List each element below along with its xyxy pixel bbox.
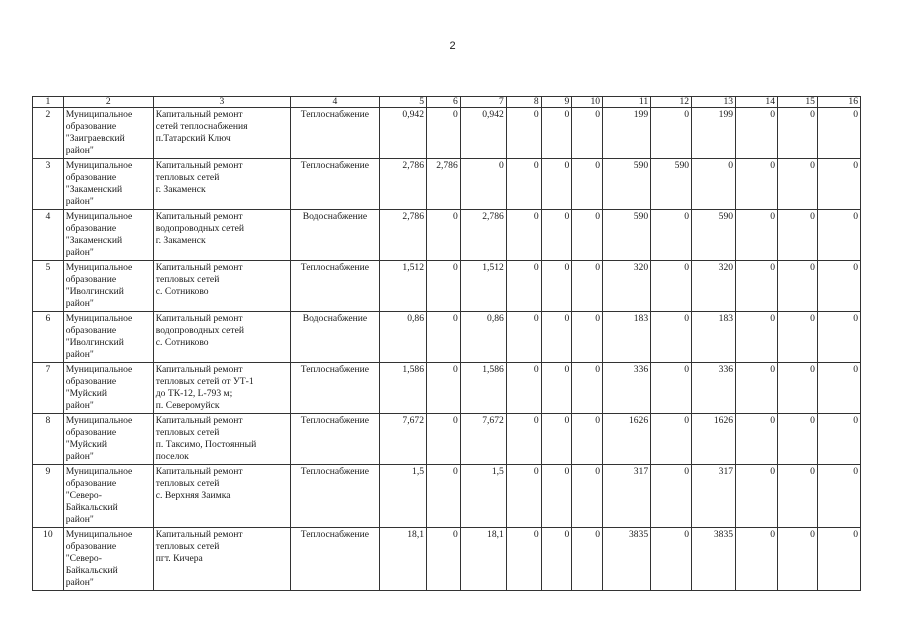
- work-description-line: водопроводных сетей: [155, 325, 245, 336]
- table-row: [33, 210, 861, 261]
- value-cell: 0: [817, 159, 860, 210]
- value-cell: 0: [541, 261, 572, 312]
- value-cell: 0: [651, 210, 692, 261]
- header-cell: 6: [427, 97, 461, 108]
- work-description-line: до ТК-12, L-793 м;: [155, 388, 233, 399]
- service-type-cell: Теплоснабжение: [290, 108, 379, 159]
- table-row: [33, 261, 861, 312]
- header-cell: 1: [33, 97, 64, 108]
- header-cell: 3: [153, 97, 290, 108]
- value-cell: 183: [603, 312, 651, 363]
- value-cell: 1,512: [379, 261, 426, 312]
- value-cell: 2,786: [460, 210, 506, 261]
- value-cell: 0: [778, 363, 818, 414]
- municipality-line: Муниципальное: [65, 529, 133, 540]
- work-description-line: поселок: [155, 451, 189, 462]
- work-description-cell: [153, 261, 290, 312]
- header-cell: 15: [778, 97, 818, 108]
- header-cell: 9: [541, 97, 572, 108]
- header-cell: 7: [460, 97, 506, 108]
- value-cell: 317: [603, 465, 651, 528]
- municipality-line: Муниципальное: [65, 160, 133, 171]
- work-description-cell: [153, 108, 290, 159]
- work-description-line: тепловых сетей от УТ-1: [155, 376, 254, 387]
- work-description-line: Капитальный ремонт: [155, 109, 243, 120]
- value-cell: 0: [778, 159, 818, 210]
- row-number-cell: 5: [33, 261, 64, 312]
- table-row: [33, 528, 861, 591]
- value-cell: 3835: [603, 528, 651, 591]
- municipality-line: район": [65, 247, 94, 258]
- value-cell: 0: [817, 312, 860, 363]
- municipality-line: Муниципальное: [65, 109, 133, 120]
- value-cell: 18,1: [379, 528, 426, 591]
- value-cell: 2,786: [427, 159, 461, 210]
- value-cell: 3835: [692, 528, 736, 591]
- value-cell: 0: [778, 108, 818, 159]
- value-cell: 0: [427, 312, 461, 363]
- value-cell: 0,86: [379, 312, 426, 363]
- municipality-line: район": [65, 400, 94, 411]
- value-cell: 183: [692, 312, 736, 363]
- value-cell: 590: [603, 159, 651, 210]
- value-cell: 0: [572, 363, 603, 414]
- row-number-cell: 6: [33, 312, 64, 363]
- value-cell: 0: [541, 465, 572, 528]
- value-cell: 0: [692, 159, 736, 210]
- header-cell: 12: [651, 97, 692, 108]
- municipality-cell: [63, 159, 153, 210]
- value-cell: 0: [506, 528, 541, 591]
- value-cell: 0: [651, 261, 692, 312]
- service-type-cell: Теплоснабжение: [290, 159, 379, 210]
- value-cell: 0: [778, 528, 818, 591]
- work-description-line: пгт. Кичера: [155, 553, 203, 564]
- municipality-line: Байкальский: [65, 502, 118, 513]
- work-description-cell: [153, 465, 290, 528]
- municipality-line: "Муйский: [65, 388, 108, 399]
- municipality-line: "Закаменский: [65, 235, 123, 246]
- value-cell: 1,586: [379, 363, 426, 414]
- municipality-line: "Муйский: [65, 439, 108, 450]
- value-cell: 1,512: [460, 261, 506, 312]
- value-cell: 0: [817, 528, 860, 591]
- municipality-line: "Заиграевский: [65, 133, 125, 144]
- value-cell: 1,5: [460, 465, 506, 528]
- value-cell: 0: [506, 312, 541, 363]
- municipality-line: район": [65, 145, 94, 156]
- municipality-line: Муниципальное: [65, 313, 133, 324]
- value-cell: 0: [541, 528, 572, 591]
- row-number-cell: 4: [33, 210, 64, 261]
- table-row: [33, 108, 861, 159]
- table-row: [33, 159, 861, 210]
- value-cell: 0: [778, 210, 818, 261]
- municipality-line: "Закаменский: [65, 184, 123, 195]
- value-cell: 0: [427, 414, 461, 465]
- work-description-line: Капитальный ремонт: [155, 529, 243, 540]
- table-row: [33, 363, 861, 414]
- value-cell: 0: [541, 312, 572, 363]
- value-cell: 0: [572, 312, 603, 363]
- value-cell: 0: [460, 159, 506, 210]
- value-cell: 0: [817, 210, 860, 261]
- municipality-line: Байкальский: [65, 565, 118, 576]
- value-cell: 0: [506, 210, 541, 261]
- header-cell: 5: [379, 97, 426, 108]
- value-cell: 0: [541, 210, 572, 261]
- value-cell: 1,586: [460, 363, 506, 414]
- value-cell: 0: [736, 414, 778, 465]
- municipality-line: образование: [65, 541, 117, 552]
- municipality-line: образование: [65, 478, 117, 489]
- work-description-line: тепловых сетей: [155, 172, 220, 183]
- value-cell: 0: [651, 108, 692, 159]
- service-type-cell: Теплоснабжение: [290, 363, 379, 414]
- value-cell: 0: [572, 261, 603, 312]
- value-cell: 0: [506, 108, 541, 159]
- municipality-line: "Иволгинский: [65, 337, 124, 348]
- work-description-cell: [153, 159, 290, 210]
- value-cell: 199: [692, 108, 736, 159]
- value-cell: 0: [736, 108, 778, 159]
- municipality-cell: [63, 261, 153, 312]
- value-cell: 0: [572, 159, 603, 210]
- row-number-cell: 3: [33, 159, 64, 210]
- value-cell: 0: [817, 261, 860, 312]
- work-description-line: Капитальный ремонт: [155, 313, 243, 324]
- value-cell: 18,1: [460, 528, 506, 591]
- table-row: [33, 414, 861, 465]
- work-description-cell: [153, 312, 290, 363]
- value-cell: 0: [778, 261, 818, 312]
- value-cell: 0: [572, 210, 603, 261]
- work-description-line: Капитальный ремонт: [155, 160, 243, 171]
- municipality-line: район": [65, 196, 94, 207]
- value-cell: 1,5: [379, 465, 426, 528]
- value-cell: 0: [427, 363, 461, 414]
- work-description-line: п.Татарский Ключ: [155, 133, 231, 144]
- value-cell: 590: [603, 210, 651, 261]
- value-cell: 320: [603, 261, 651, 312]
- header-cell: 8: [506, 97, 541, 108]
- value-cell: 336: [692, 363, 736, 414]
- municipality-line: район": [65, 298, 94, 309]
- work-description-line: тепловых сетей: [155, 478, 220, 489]
- municipality-line: образование: [65, 376, 117, 387]
- data-table: [32, 96, 861, 591]
- municipality-line: образование: [65, 427, 117, 438]
- row-number-cell: 8: [33, 414, 64, 465]
- header-cell: 10: [572, 97, 603, 108]
- value-cell: 0: [427, 108, 461, 159]
- municipality-cell: [63, 363, 153, 414]
- value-cell: 0: [541, 363, 572, 414]
- value-cell: 0,86: [460, 312, 506, 363]
- municipality-line: "Северо-: [65, 490, 102, 501]
- value-cell: 0: [736, 210, 778, 261]
- value-cell: 0: [541, 414, 572, 465]
- work-description-line: п. Таксимо, Постоянный: [155, 439, 257, 450]
- value-cell: 0: [541, 159, 572, 210]
- value-cell: 0: [736, 159, 778, 210]
- work-description-cell: [153, 363, 290, 414]
- municipality-line: образование: [65, 121, 117, 132]
- value-cell: 0,942: [460, 108, 506, 159]
- value-cell: 0: [572, 414, 603, 465]
- value-cell: 0: [427, 528, 461, 591]
- value-cell: 0: [778, 414, 818, 465]
- value-cell: 317: [692, 465, 736, 528]
- work-description-cell: [153, 528, 290, 591]
- value-cell: 0,942: [379, 108, 426, 159]
- work-description-line: с. Сотниково: [155, 337, 209, 348]
- row-number-cell: 9: [33, 465, 64, 528]
- value-cell: 0: [736, 261, 778, 312]
- value-cell: 0: [736, 528, 778, 591]
- municipality-cell: [63, 528, 153, 591]
- service-type-cell: Водоснабжение: [290, 210, 379, 261]
- header-cell: 14: [736, 97, 778, 108]
- value-cell: 0: [427, 210, 461, 261]
- page-number: 2: [449, 40, 456, 52]
- municipality-line: "Северо-: [65, 553, 102, 564]
- value-cell: 590: [692, 210, 736, 261]
- value-cell: 0: [651, 312, 692, 363]
- municipality-cell: [63, 312, 153, 363]
- work-description-line: г. Закаменск: [155, 184, 206, 195]
- header-cell: 11: [603, 97, 651, 108]
- municipality-line: образование: [65, 223, 117, 234]
- work-description-line: п. Северомуйск: [155, 400, 220, 411]
- value-cell: 0: [736, 465, 778, 528]
- value-cell: 0: [506, 261, 541, 312]
- municipality-line: Муниципальное: [65, 262, 133, 273]
- value-cell: 0: [651, 414, 692, 465]
- value-cell: 0: [778, 312, 818, 363]
- work-description-line: тепловых сетей: [155, 427, 220, 438]
- value-cell: 0: [651, 528, 692, 591]
- work-description-line: Капитальный ремонт: [155, 262, 243, 273]
- work-description-line: тепловых сетей: [155, 274, 220, 285]
- work-description-line: г. Закаменск: [155, 235, 206, 246]
- municipality-line: "Иволгинский: [65, 286, 124, 297]
- work-description-line: тепловых сетей: [155, 541, 220, 552]
- value-cell: 1626: [603, 414, 651, 465]
- service-type-cell: Теплоснабжение: [290, 414, 379, 465]
- value-cell: 0: [572, 465, 603, 528]
- value-cell: 336: [603, 363, 651, 414]
- municipality-cell: [63, 210, 153, 261]
- work-description-line: Капитальный ремонт: [155, 211, 243, 222]
- value-cell: 590: [651, 159, 692, 210]
- value-cell: 0: [506, 465, 541, 528]
- row-number-cell: 7: [33, 363, 64, 414]
- municipality-line: район": [65, 451, 94, 462]
- service-type-cell: Теплоснабжение: [290, 465, 379, 528]
- table-row: [33, 312, 861, 363]
- value-cell: 0: [427, 465, 461, 528]
- value-cell: 0: [506, 159, 541, 210]
- value-cell: 0: [572, 528, 603, 591]
- value-cell: 7,672: [379, 414, 426, 465]
- work-description-line: Капитальный ремонт: [155, 415, 243, 426]
- service-type-cell: Теплоснабжение: [290, 261, 379, 312]
- municipality-cell: [63, 108, 153, 159]
- table-row: [33, 465, 861, 528]
- value-cell: 7,672: [460, 414, 506, 465]
- header-cell: 2: [63, 97, 153, 108]
- value-cell: 2,786: [379, 210, 426, 261]
- municipality-line: район": [65, 577, 94, 588]
- row-number-cell: 2: [33, 108, 64, 159]
- value-cell: 0: [572, 108, 603, 159]
- value-cell: 2,786: [379, 159, 426, 210]
- row-number-cell: 10: [33, 528, 64, 591]
- municipality-line: район": [65, 514, 94, 525]
- municipality-line: Муниципальное: [65, 415, 133, 426]
- work-description-line: водопроводных сетей: [155, 223, 245, 234]
- municipality-line: образование: [65, 172, 117, 183]
- municipality-line: Муниципальное: [65, 364, 133, 375]
- municipality-line: Муниципальное: [65, 466, 133, 477]
- value-cell: 0: [817, 108, 860, 159]
- header-row: [33, 97, 861, 108]
- value-cell: 0: [736, 312, 778, 363]
- work-description-cell: [153, 414, 290, 465]
- value-cell: 0: [506, 363, 541, 414]
- municipality-line: Муниципальное: [65, 211, 133, 222]
- header-cell: 16: [817, 97, 860, 108]
- value-cell: 0: [736, 363, 778, 414]
- value-cell: 0: [541, 108, 572, 159]
- work-description-line: Капитальный ремонт: [155, 466, 243, 477]
- value-cell: 0: [817, 465, 860, 528]
- value-cell: 0: [778, 465, 818, 528]
- work-description-line: Капитальный ремонт: [155, 364, 243, 375]
- municipality-line: район": [65, 349, 94, 360]
- municipality-line: образование: [65, 274, 117, 285]
- header-cell: 13: [692, 97, 736, 108]
- municipality-cell: [63, 465, 153, 528]
- value-cell: 320: [692, 261, 736, 312]
- work-description-line: с. Сотниково: [155, 286, 209, 297]
- service-type-cell: Водоснабжение: [290, 312, 379, 363]
- municipality-line: образование: [65, 325, 117, 336]
- work-description-line: с. Верхняя Заимка: [155, 490, 231, 501]
- municipality-cell: [63, 414, 153, 465]
- work-description-line: сетей теплоснабжения: [155, 121, 248, 132]
- header-cell: 4: [290, 97, 379, 108]
- value-cell: 1626: [692, 414, 736, 465]
- value-cell: 0: [651, 363, 692, 414]
- service-type-cell: Теплоснабжение: [290, 528, 379, 591]
- value-cell: 0: [817, 414, 860, 465]
- value-cell: 0: [427, 261, 461, 312]
- value-cell: 0: [817, 363, 860, 414]
- work-description-cell: [153, 210, 290, 261]
- value-cell: 0: [651, 465, 692, 528]
- value-cell: 199: [603, 108, 651, 159]
- value-cell: 0: [506, 414, 541, 465]
